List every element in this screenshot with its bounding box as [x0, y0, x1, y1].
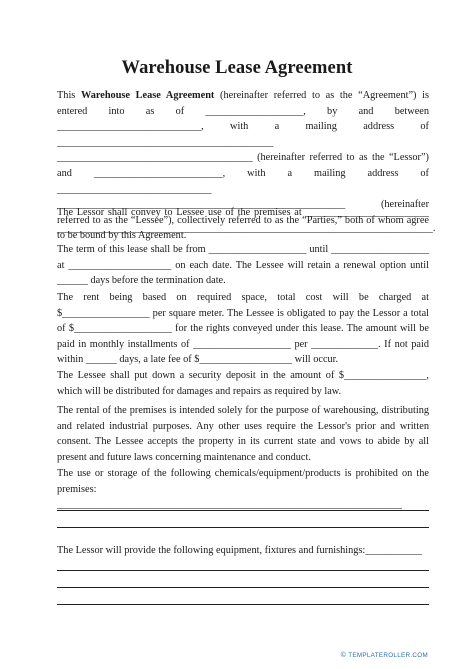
equipment-line-1: [57, 570, 429, 571]
footer-watermark[interactable]: [341, 652, 428, 659]
equipment-line-3: [57, 604, 429, 605]
security-deposit-paragraph: The Lessee shall put down a security deposit in the amount of $________________, which will be distributed for damages and repairs as required by law.: [57, 370, 429, 397]
equipment-paragraph: The Lessor will provide the following equipment, fixtures and furnishings:___________: [57, 545, 422, 556]
equipment-line-2: [57, 587, 429, 588]
document-title: Warehouse Lease Agreement: [121, 58, 353, 78]
premises-paragraph: The Lessor shall convey to Lessee use of the premises at ________________________ _________________________________________________________________________.: [57, 207, 436, 234]
term-paragraph: The term of this lease shall be from ___________________ until ___________________ at ____________________ on each date. The Lessee will retain a renewal option until ______ days before the termination date.: [57, 244, 429, 287]
intro-paragraph: This Warehouse Lease Agreement (hereinafter referred to as the “Agreement”) is entered into as of ___________________, by and between ____________________________, with a mailing address of __________________________________________ ______________________________________ (hereinafter referred to as the “Lessor”) and _________________________, with a mailing address of ______________________________ ________________________________________________________ (hereinafter referred to as the “Lessee”), collectively referred to as the “Parties,” both of whom agree to be bound by this Agreement.: [57, 90, 429, 242]
footer-site-name: TEMPLATEROLLER.COM: [348, 652, 428, 659]
copyright-icon: ©: [340, 652, 347, 659]
rent-paragraph: The rent being based on required space, total cost will be charged at $_________________ per square meter. The Lessee is obligated to pay the Lessor a total of $___________________ for the rights conveyed under this lease. The amount will be paid in monthly installments of ___________________ per _____________. If not paid within ______ days, a late fee of $__________________ will occur.: [57, 292, 429, 366]
prohibited-items-line-1: [57, 510, 429, 511]
prohibited-items-paragraph: The use or storage of the following chemicals/equipment/products is prohibited on the premises: ___________________________________________________________________: [57, 468, 429, 511]
prohibited-items-line-2: [57, 527, 429, 528]
use-paragraph: The rental of the premises is intended solely for the purpose of warehousing, distributing and related industrial purposes. Any other uses require the Lessor's prior and written consent. The Lessee accepts the property in its current state and vows to abide by all present and future laws concerning maintenance and conduct.: [57, 405, 429, 463]
